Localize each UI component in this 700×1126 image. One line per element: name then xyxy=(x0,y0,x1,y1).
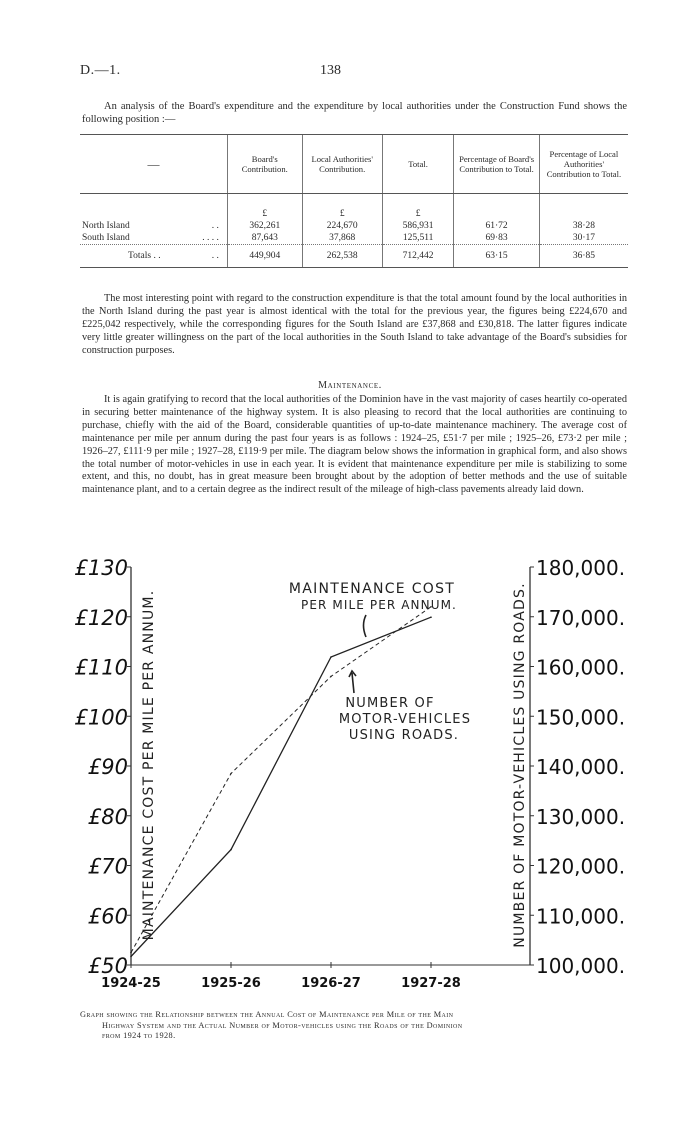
expenditure-table xyxy=(80,134,628,268)
annotation-vehicles-line3: using roads. xyxy=(348,728,460,743)
right-tick-label: 130,000. xyxy=(536,804,626,829)
left-tick-label: £50 xyxy=(87,954,128,978)
table-row: North Island . . 362,261 224,670 586,931 61·72 38·28 xyxy=(80,220,628,232)
row-label-north: North Island xyxy=(82,221,130,231)
vehicles-data-point xyxy=(230,773,232,775)
left-tick-label: £60 xyxy=(87,904,128,929)
section-heading: Maintenance. xyxy=(318,380,382,391)
left-axis-label: Maintenance cost per mile per annum. xyxy=(141,589,157,941)
left-tick-label: £110 xyxy=(74,655,128,680)
vehicles-series-line xyxy=(131,607,431,953)
left-tick-label: £90 xyxy=(87,755,128,779)
left-tick-label: £130 xyxy=(74,556,128,580)
caption-line-1: Graph showing the Relationship between the Annual Cost of Maintenance per Mile of the Main xyxy=(80,1010,454,1019)
row-label-totals: Totals . . xyxy=(128,251,161,261)
maintenance-chart xyxy=(0,545,700,1000)
annotation-maintenance-line1: Maintenance cost xyxy=(288,581,456,597)
right-tick-label: 150,000. xyxy=(536,705,626,730)
annotation-vehicles-line1: Number of xyxy=(345,696,435,711)
right-tick-label: 110,000. xyxy=(536,904,626,929)
vehicles-data-point xyxy=(130,952,132,954)
table-header-local: Local Authorities' Contribution. xyxy=(302,135,382,194)
caption-line-3: from 1924 to 1928. xyxy=(102,1031,176,1040)
table-total-row: Totals . . . . 449,904 262,538 712,442 63·15 36·85 xyxy=(80,245,628,268)
left-tick-label: £100 xyxy=(74,705,128,730)
maintenance-data-point xyxy=(130,956,132,958)
construction-paragraph: The most interesting point with regard to the construction expenditure is that the total amount found by the local authorities in the North Island during the past year is almost identical with the total for the previous year, the figures being £224,670 and £225,042 respectively, while the corresponding figures for the South Island are £37,868 and £30,818. The latter figures indicate very little greater willingness on the part of the local authorities in the South Island to take advantage of the Board's subsidies for construction purposes. xyxy=(82,293,627,356)
left-tick-label: £120 xyxy=(74,605,128,630)
x-tick-label: 1924-25 xyxy=(101,976,161,991)
table-header-blank: — xyxy=(80,135,227,194)
caption-line-2: Highway System and the Actual Number of Motor-vehicles using the Roads of the Dominion xyxy=(102,1020,463,1030)
right-tick-label: 170,000. xyxy=(536,605,626,630)
table-row-currency: £ £ £ xyxy=(80,208,628,220)
table-header-local-pct: Percentage of Local Authorities' Contribution to Total. xyxy=(539,135,628,194)
right-axis-label: Number of motor-vehicles using roads. xyxy=(512,582,528,948)
annotation-arrow-vehicles xyxy=(349,671,356,693)
right-tick-label: 140,000. xyxy=(536,755,626,779)
vehicles-data-point xyxy=(330,676,332,678)
annotation-arrow-maintenance xyxy=(364,615,367,637)
x-tick-label: 1927-28 xyxy=(401,976,461,991)
table-header-board-pct: Percentage of Board's Contribution to Total. xyxy=(454,135,539,194)
right-tick-label: 160,000. xyxy=(536,655,626,680)
annotation-vehicles-line2: motor-vehicles xyxy=(338,712,472,727)
page-code: D.—1. xyxy=(80,63,121,78)
maintenance-paragraph: It is again gratifying to record that the local authorities of the Dominion have in the vast majority of cases heartily co-operated in securing better maintenance of the highway system. It is also pleasing to record that the local authorities are continuing to purchase, chiefly with the aid of the Board, considerable quantities of up-to-date maintenance machinery. The average cost of maintenance per mile per annum during the past four years is as follows : 1924–25, £51·7 per mile ; 1925–26, £73·2 per mile ; 1926–27, £111·9 per mile ; 1927–28, £119·9 per mile. The diagram below shows the information in graphical form, and also shows the total number of motor-vehicles in use in each year. It is evident that maintenance expenditure per mile is stabilizing to some extent, and this, no doubt, has in great measure been brought about by the adoption of better methods and the use of suitable maintenance plant, and to a certain degree as the indirect result of the mileage of high-class pavements already laid down. xyxy=(82,394,627,496)
maintenance-data-point xyxy=(430,616,432,618)
intro-paragraph: An analysis of the Board's expenditure and the expenditure by local authorities under the Construction Fund shows the following position :— xyxy=(82,101,627,125)
maintenance-data-point xyxy=(330,656,332,658)
table-header-board: Board's Contribution. xyxy=(227,135,302,194)
right-tick-label: 180,000. xyxy=(536,556,626,580)
table-header-total: Total. xyxy=(382,135,454,194)
table-row: South Island . . . . 87,643 37,868 125,511 69·83 30·17 xyxy=(80,232,628,245)
annotation-maintenance-line2: per mile per annum. xyxy=(301,598,457,612)
right-tick-label: 100,000. xyxy=(536,954,626,978)
maintenance-series-line xyxy=(131,617,431,956)
chart-caption xyxy=(80,1010,628,1042)
left-tick-label: £70 xyxy=(87,854,128,879)
left-tick-label: £80 xyxy=(87,804,128,829)
x-tick-label: 1925-26 xyxy=(201,976,261,991)
page-number: 138 xyxy=(320,63,341,78)
right-tick-label: 120,000. xyxy=(536,854,626,879)
maintenance-data-point xyxy=(230,849,232,851)
x-tick-label: 1926-27 xyxy=(301,976,361,991)
row-label-south: South Island xyxy=(82,233,130,243)
